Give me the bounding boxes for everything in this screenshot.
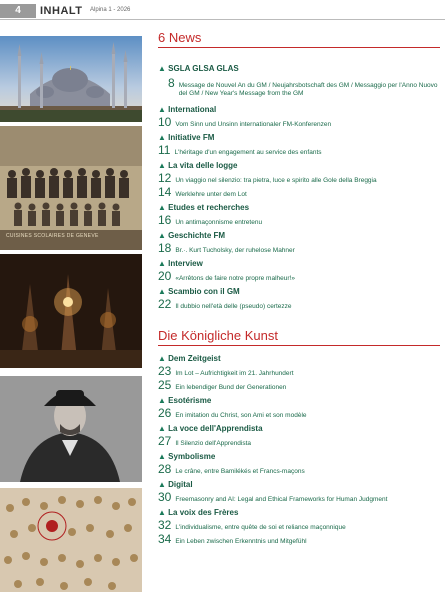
category-logge: ▲ La vita delle logge [158,161,238,170]
entry-page: 18 [158,241,172,255]
entry-page: 30 [158,490,172,504]
category-apprendista: ▲ La voce dell'Apprendista [158,424,263,433]
entry-title: En imitation du Christ, son Ami et son modèle [175,412,307,419]
category-scambio: ▲ Scambio con il GM [158,287,240,296]
section-title: Die Königliche Kunst [158,328,278,343]
entry-title: Il dubbio nell'età delle (pseudo) certezze [175,303,292,310]
entry-title: L'héritage d'un engagement au service des enfants [174,149,322,156]
category-label: Symbolisme [168,452,216,461]
issue-label: Alpina 1 - 2026 [90,7,131,13]
entry-title: Ein lebendiger Bund der Generationen [175,384,287,391]
toc-entry[interactable] [158,115,440,129]
entry-title: Werklehre unter dem Lot [175,191,247,198]
toc-entry[interactable] [158,297,440,311]
toc-entry[interactable] [158,269,440,283]
entry-title: Un viaggio nel silenzio: tra pietra, luce e spirito alle Gole della Breggia [175,177,377,184]
toc-entry[interactable] [158,490,440,504]
entry-page: 11 [158,143,171,157]
section-kunst [158,328,440,546]
category-label: International [168,105,217,114]
category-label: La voce dell'Apprendista [168,424,263,433]
category-label: Dem Zeitgeist [168,354,221,363]
category-label: La vita delle logge [168,161,238,170]
category-etudes: ▲ Etudes et recherches [158,203,250,212]
entry-page: 10 [158,115,172,129]
entry-page: 28 [158,462,172,476]
category-label: La voix des Frères [168,508,239,517]
category-geschichte: ▲ Geschichte FM [158,231,226,240]
toc-content [158,30,440,546]
entry-page: 20 [158,269,172,283]
entry-page: 25 [158,378,172,392]
page-number: 4 [0,4,36,18]
category-initiative: ▲ Initiative FM [158,133,215,142]
entry-page: 27 [158,434,172,448]
entry-title: Br.·. Kurt Tucholsky, der ruhelose Mahner [175,247,295,254]
entry-title: Il Silenzio dell'Apprendista [175,440,252,447]
category-zeitgeist: ▲ Dem Zeitgeist [158,354,221,363]
toc-entry[interactable] [158,171,440,185]
page-header [0,0,445,20]
photo-cave [0,254,142,368]
photo-group [0,126,142,250]
toc-entry[interactable] [158,213,440,227]
section-news [158,30,440,311]
category-label: Scambio con il GM [168,287,240,296]
category-freres: ▲ La voix des Frères [158,508,239,517]
category-symbolisme: ▲ Symbolisme [158,452,216,461]
entry-page: 22 [158,297,172,311]
entry-title: Un antimaçonnisme entretenu [175,219,263,226]
photo-mosque [0,36,142,122]
category-esoterisme: ▲ Esotérisme [158,396,212,405]
photo-figures [0,488,142,592]
entry-title: Vom Sinn und Unsinn internationaler FM-Konferenzen [175,121,332,128]
toc-entry[interactable] [158,406,440,420]
toc-entry[interactable] [158,462,440,476]
entry-title: Im Lot – Aufrichtigkeit im 21. Jahrhundert [175,370,294,377]
header-rule [0,19,445,20]
category-sgla: ▲ SGLA GLSA GLAS [158,64,239,73]
entry-title: Freemasonry and AI: Legal and Ethical Frameworks for Human Judgment [175,496,388,503]
category-label: Digital [168,480,193,489]
entry-page: 16 [158,213,172,227]
toc-entry[interactable] [158,532,440,546]
toc-entry[interactable] [158,434,440,448]
toc-entry[interactable] [158,143,440,157]
entry-title: L'individualisme, entre quête de soi et reliance maçonnique [175,524,346,531]
category-label: Esotérisme [168,396,212,405]
entry-page: 12 [158,171,172,185]
entry-page: 8 [168,76,175,90]
toc-entry[interactable] [158,518,440,532]
toc-entry[interactable] [158,364,440,378]
category-label: Interview [168,259,203,268]
category-label: Geschichte FM [168,231,226,240]
category-label: Initiative FM [168,133,215,142]
toc-entry[interactable] [158,378,440,392]
entry-title: Ein Leben zwischen Erkenntnis und Mitgefühl [175,538,307,545]
photo-caption: CUISINES SCOLAIRES DE GENEVE [6,233,99,239]
entry-page: 26 [158,406,172,420]
page-title: INHALT [40,5,83,17]
category-label: Etudes et recherches [168,203,250,212]
category-interview: ▲ Interview [158,259,203,268]
toc-entry[interactable] [158,185,440,199]
entry-page: 32 [158,518,172,532]
entry-page: 34 [158,532,172,546]
entry-page: 23 [158,364,172,378]
section-rule [158,345,440,346]
toc-entry[interactable] [158,241,440,255]
section-title: 6 News [158,30,202,45]
entry-title: Message de Nouvel An du GM / Neujahrsbotschaft des GM / Messaggio per l'Anno Nuovo del GM / New Year's Message from the GM [178,82,438,97]
section-rule [158,47,440,48]
entry-page: 14 [158,185,172,199]
toc-entry[interactable] [168,76,440,98]
category-digital: ▲ Digital [158,480,193,489]
entry-title: Le crâne, entre Bamilékés et Francs-maçons [175,468,305,475]
category-label: SGLA GLSA GLAS [168,64,239,73]
entry-title: «Arrêtons de faire notre propre malheur!» [175,275,295,282]
photo-portrait [0,376,142,482]
category-international: ▲ International [158,105,217,114]
